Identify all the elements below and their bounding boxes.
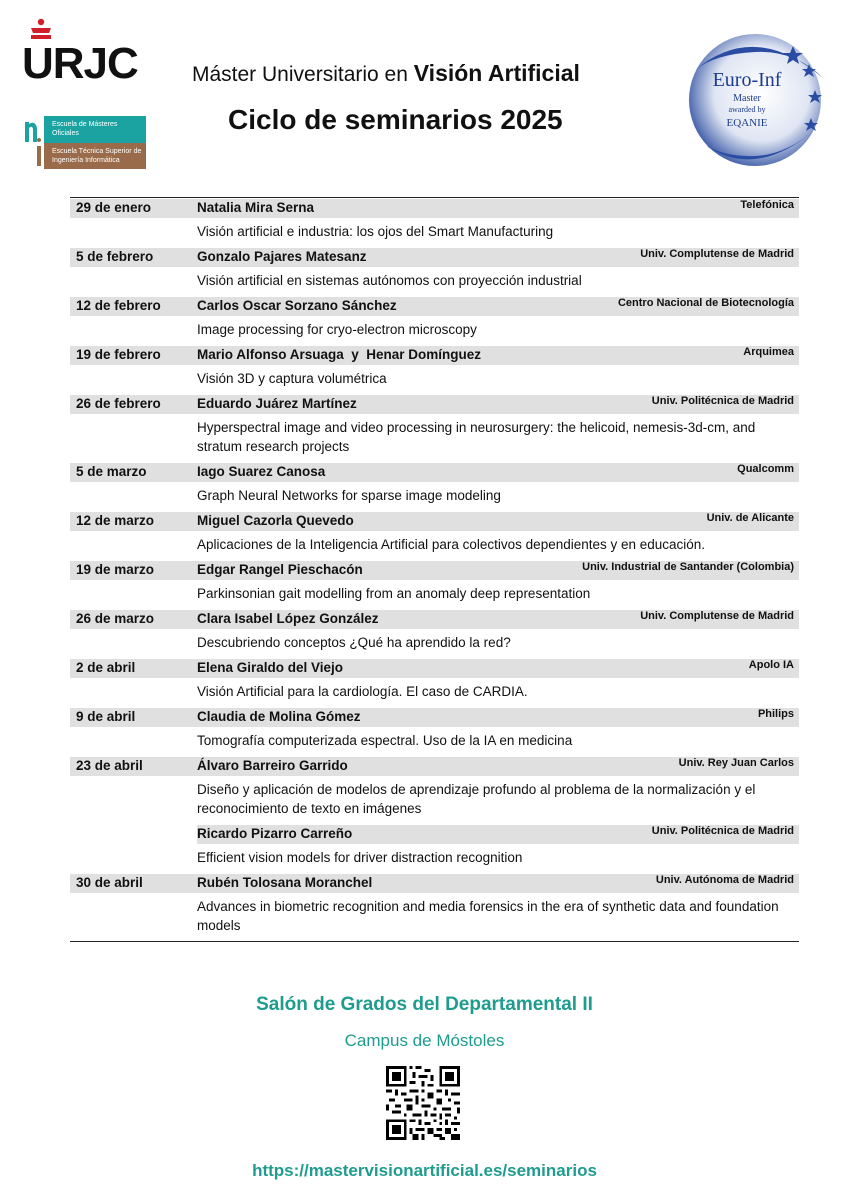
seminar-row [70, 462, 799, 511]
seminar-speaker: Clara Isabel López González [197, 611, 379, 626]
seminar-row [70, 873, 799, 941]
seminar-institution: Univ. Rey Juan Carlos [678, 757, 794, 769]
seminar-title: Advances in biometric recognition and media forensics in the era of synthetic data and foundation models [197, 899, 779, 933]
seminar-table [70, 197, 799, 942]
seminar-title: Tomografía computerizada espectral. Uso de la IA en medicina [197, 733, 573, 748]
seminar-speaker: Miguel Cazorla Quevedo [197, 513, 354, 528]
seminar-row [70, 247, 799, 296]
seminar-date: 26 de febrero [76, 396, 161, 411]
seminar-institution: Telefónica [740, 199, 794, 211]
seminar-date: 12 de marzo [76, 513, 155, 528]
seminar-speaker: Carlos Oscar Sorzano Sánchez [197, 298, 397, 313]
seminar-row [70, 511, 799, 560]
seminar-institution: Philips [757, 708, 794, 720]
seminar-row [70, 707, 799, 756]
seminar-speaker: Ricardo Pizarro Carreño [197, 826, 353, 841]
seminar-date: 5 de febrero [76, 249, 154, 264]
seminar-institution: Univ. Complutense de Madrid [640, 248, 794, 260]
seminar-institution: Univ. Politécnica de Madrid [651, 825, 794, 837]
program-title-bold: Visión Artificial [413, 60, 580, 86]
seminar-title: Visión 3D y captura volumétrica [197, 371, 387, 386]
seminar-date: 19 de febrero [76, 347, 161, 362]
seminar-institution: Apolo IA [748, 659, 794, 671]
venue: Salón de Grados del Departamental II [256, 994, 593, 1015]
seminar-title: Aplicaciones de la Inteligencia Artificial para colectivos dependientes y en educación. [197, 537, 706, 552]
seminar-date: 12 de febrero [76, 298, 161, 313]
seminar-speaker: Natalia Mira Serna [197, 200, 315, 215]
seminars-link[interactable]: https://mastervisionartificial.es/seminarios [252, 1161, 597, 1180]
seminar-date: 29 de enero [76, 200, 152, 215]
seminar-title: Visión Artificial para la cardiología. El caso de CARDIA. [197, 684, 528, 699]
school-badge [22, 116, 146, 169]
seminar-row [70, 609, 799, 658]
seminar-title: Efficient vision models for driver distraction recognition [197, 850, 523, 865]
seminar-row [70, 824, 799, 873]
seminar-row [70, 658, 799, 707]
seminar-institution: Centro Nacional de Biotecnología [617, 297, 794, 309]
seminar-speaker: Gonzalo Pajares Matesanz [197, 249, 367, 264]
seminar-institution: Univ. Complutense de Madrid [640, 610, 794, 622]
seminar-speaker: Iago Suarez Canosa [197, 464, 326, 479]
euro-inf-seal [675, 30, 829, 170]
school-name-1: Escuela de Másteres Oficiales [52, 121, 118, 137]
seminar-row [70, 345, 799, 394]
seminar-date: 5 de marzo [76, 464, 147, 479]
seminar-title: Graph Neural Networks for sparse image modeling [197, 488, 501, 503]
crown-icon [28, 18, 54, 40]
page-title: Ciclo de seminarios 2025 [228, 104, 563, 135]
school-name-2: Escuela Técnica Superior de Ingeniería Informática [52, 148, 142, 164]
seminar-row [70, 296, 799, 345]
seminar-date: 19 de marzo [76, 562, 155, 577]
seal-name: Euro-Inf [712, 69, 782, 91]
seminar-institution: Univ. Industrial de Santander (Colombia) [582, 561, 794, 573]
seminar-institution: Qualcomm [737, 463, 794, 475]
seminar-date: 23 de abril [76, 758, 143, 773]
program-title-prefix: Máster Universitario en [192, 63, 414, 86]
logo-wordmark: URJC [22, 39, 138, 88]
seminar-title: Image processing for cryo-electron microscopy [197, 322, 477, 337]
seminar-speaker: Mario Alfonso Arsuaga y Henar Domínguez [197, 347, 482, 362]
seminar-row [70, 198, 799, 247]
seal-line-2: Master [733, 93, 761, 104]
seminar-speaker: Edgar Rangel Pieschacón [197, 562, 363, 577]
seminar-row [70, 394, 799, 462]
seminar-title: Visión artificial e industria: los ojos del Smart Manufacturing [197, 224, 554, 239]
seminar-speaker: Rubén Tolosana Moranchel [197, 875, 373, 890]
seminar-title: Visión artificial en sistemas autónomos con proyección industrial [197, 273, 582, 288]
seminar-date: 2 de abril [76, 660, 136, 675]
seminar-row [70, 756, 799, 824]
seminar-title: Hyperspectral image and video processing in neurosurgery: the helicoid, nemesis-3d-cm, and stratum research projects [197, 420, 756, 454]
seminar-speaker: Elena Giraldo del Viejo [197, 660, 344, 675]
seminar-title: Descubriendo conceptos ¿Qué ha aprendido la red? [197, 635, 511, 650]
qr-code-icon[interactable] [386, 1066, 460, 1140]
school-mark-icon [22, 116, 44, 169]
seal-line-4: EQANIE [726, 117, 768, 129]
seal-line-3: awarded by [728, 105, 766, 114]
seminar-institution: Univ. Politécnica de Madrid [651, 395, 794, 407]
seminar-speaker: Claudia de Molina Gómez [197, 709, 361, 724]
seminar-date: 26 de marzo [76, 611, 155, 626]
seminar-title: Diseño y aplicación de modelos de aprendizaje profundo al problema de la normalización y el reconocimiento de texto en imágenes [197, 782, 756, 816]
seminar-speaker: Eduardo Juárez Martínez [197, 396, 357, 411]
campus: Campus de Móstoles [344, 1031, 505, 1050]
seminar-title: Parkinsonian gait modelling from an anomaly deep representation [197, 586, 591, 601]
seminar-institution: Univ. Autónoma de Madrid [655, 874, 794, 886]
seminar-speaker: Álvaro Barreiro Garrido [197, 758, 348, 773]
seminar-row [70, 560, 799, 609]
seminar-institution: Arquimea [743, 346, 794, 358]
seminar-date: 30 de abril [76, 875, 143, 890]
seminar-institution: Univ. de Alicante [706, 512, 794, 524]
seminar-date: 9 de abril [76, 709, 136, 724]
urjc-logo [22, 18, 152, 164]
program-title [192, 60, 580, 87]
